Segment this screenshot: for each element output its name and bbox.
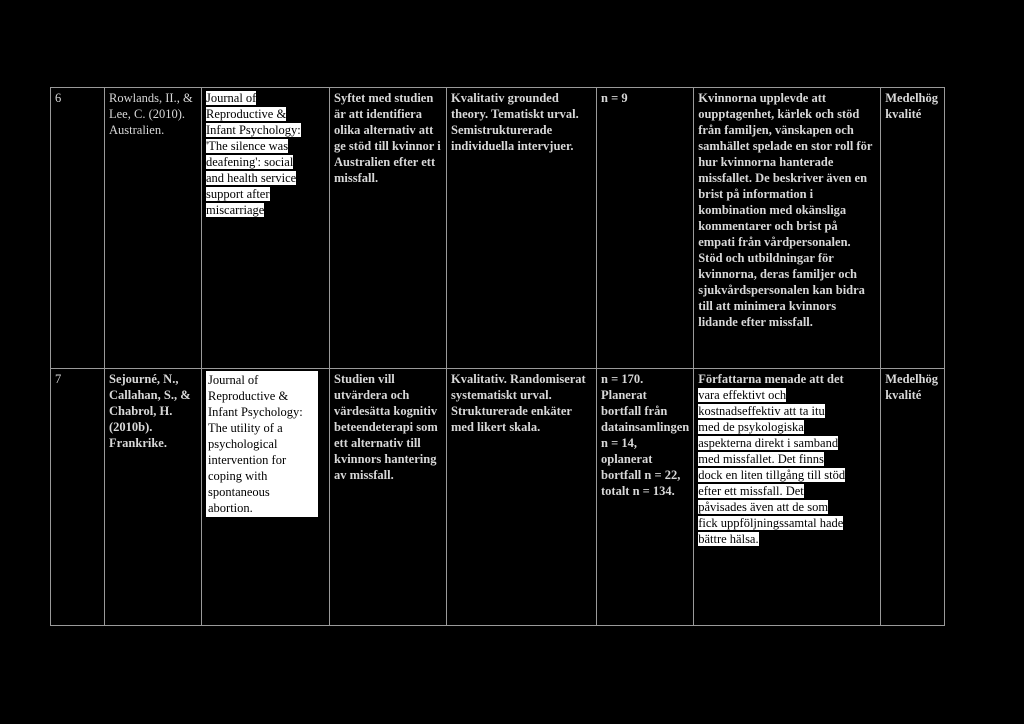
result-cell bbox=[694, 369, 881, 626]
result-line: med missfallet. Det finns bbox=[698, 452, 824, 466]
journal-line: The utility of a bbox=[208, 421, 283, 435]
result-line: kostnadseffektiv att ta itu bbox=[698, 404, 825, 418]
journal-line: support after bbox=[206, 187, 270, 201]
journal-line: intervention for bbox=[208, 453, 287, 467]
table-row bbox=[51, 88, 945, 369]
journal-cell bbox=[202, 88, 330, 369]
method-cell: Kvalitativ grounded theory. Tematiskt urval. Semistrukturerade individuella intervjuer. bbox=[447, 88, 597, 369]
journal-line: Reproductive & bbox=[206, 107, 287, 121]
result-line: påvisades även att de som bbox=[698, 500, 829, 514]
result-prefix: Författarna menade att det bbox=[698, 372, 844, 386]
journal-line: spontaneous bbox=[208, 485, 270, 499]
result-line: aspekterna direkt i samband bbox=[698, 436, 839, 450]
journal-line: and health service bbox=[206, 171, 297, 185]
journal-line: Infant Psychology: bbox=[206, 123, 301, 137]
result-line: vara effektivt och bbox=[698, 388, 787, 402]
result-line: dock en liten tillgång till stöd bbox=[698, 468, 846, 482]
quality-cell: Medelhög kvalité bbox=[881, 88, 945, 369]
result-line: fick uppföljningssamtal hade bbox=[698, 516, 844, 530]
article-table bbox=[50, 87, 945, 626]
result-line: efter ett missfall. Det bbox=[698, 484, 804, 498]
journal-line: abortion. bbox=[208, 501, 253, 515]
sample-cell: n = 170. Planerat bortfall från datainsamlingen n = 14, oplanerat bortfall n = 22, totalt n = 134. bbox=[597, 369, 694, 626]
journal-line: Infant Psychology: bbox=[208, 405, 303, 419]
result-cell: Kvinnorna upplevde att oupptagenhet, kärlek och stöd från familjen, vänskapen och samhället spelade en stor roll för hur kvinnorna hanterade missfallet. De beskriver även en brist på information i kombination med okänsliga kommentarer och brist på empati från vårdpersonalen. Stöd och utbildningar för kvinnorna, deras familjer och sjukvårdspersonalen kan bidra till att minimera kvinnors lidande efter missfall. bbox=[694, 88, 881, 369]
author-cell: Rowlands, II., & Lee, C. (2010). Australien. bbox=[105, 88, 202, 369]
journal-box bbox=[206, 371, 318, 517]
quality-cell: Medelhög kvalité bbox=[881, 369, 945, 626]
result-line: med de psykologiska bbox=[698, 420, 804, 434]
journal-line: Reproductive & bbox=[208, 389, 289, 403]
method-cell: Kvalitativ. Randomiserat systematiskt urval. Strukturerade enkäter med likert skala. bbox=[447, 369, 597, 626]
journal-cell bbox=[202, 369, 330, 626]
row-number: 6 bbox=[51, 88, 105, 369]
sample-cell: n = 9 bbox=[597, 88, 694, 369]
journal-line: miscarriage bbox=[206, 203, 265, 217]
table-row bbox=[51, 369, 945, 626]
journal-line: deafening': social bbox=[206, 155, 294, 169]
result-line: bättre hälsa. bbox=[698, 532, 759, 546]
journal-line: Journal of bbox=[208, 373, 259, 387]
row-number: 7 bbox=[51, 369, 105, 626]
journal-line: coping with bbox=[208, 469, 268, 483]
journal-line: Journal of bbox=[206, 91, 257, 105]
purpose-cell: Studien vill utvärdera och värdesätta kognitiv beteendeterapi som ett alternativ till kvinnors hantering av missfall. bbox=[330, 369, 447, 626]
journal-line: psychological bbox=[208, 437, 278, 451]
purpose-cell: Syftet med studien är att identifiera olika alternativ att ge stöd till kvinnor i Australien efter ett missfall. bbox=[330, 88, 447, 369]
author-cell: Sejourné, N., Callahan, S., & Chabrol, H. (2010b). Frankrike. bbox=[105, 369, 202, 626]
journal-line: 'The silence was bbox=[206, 139, 289, 153]
